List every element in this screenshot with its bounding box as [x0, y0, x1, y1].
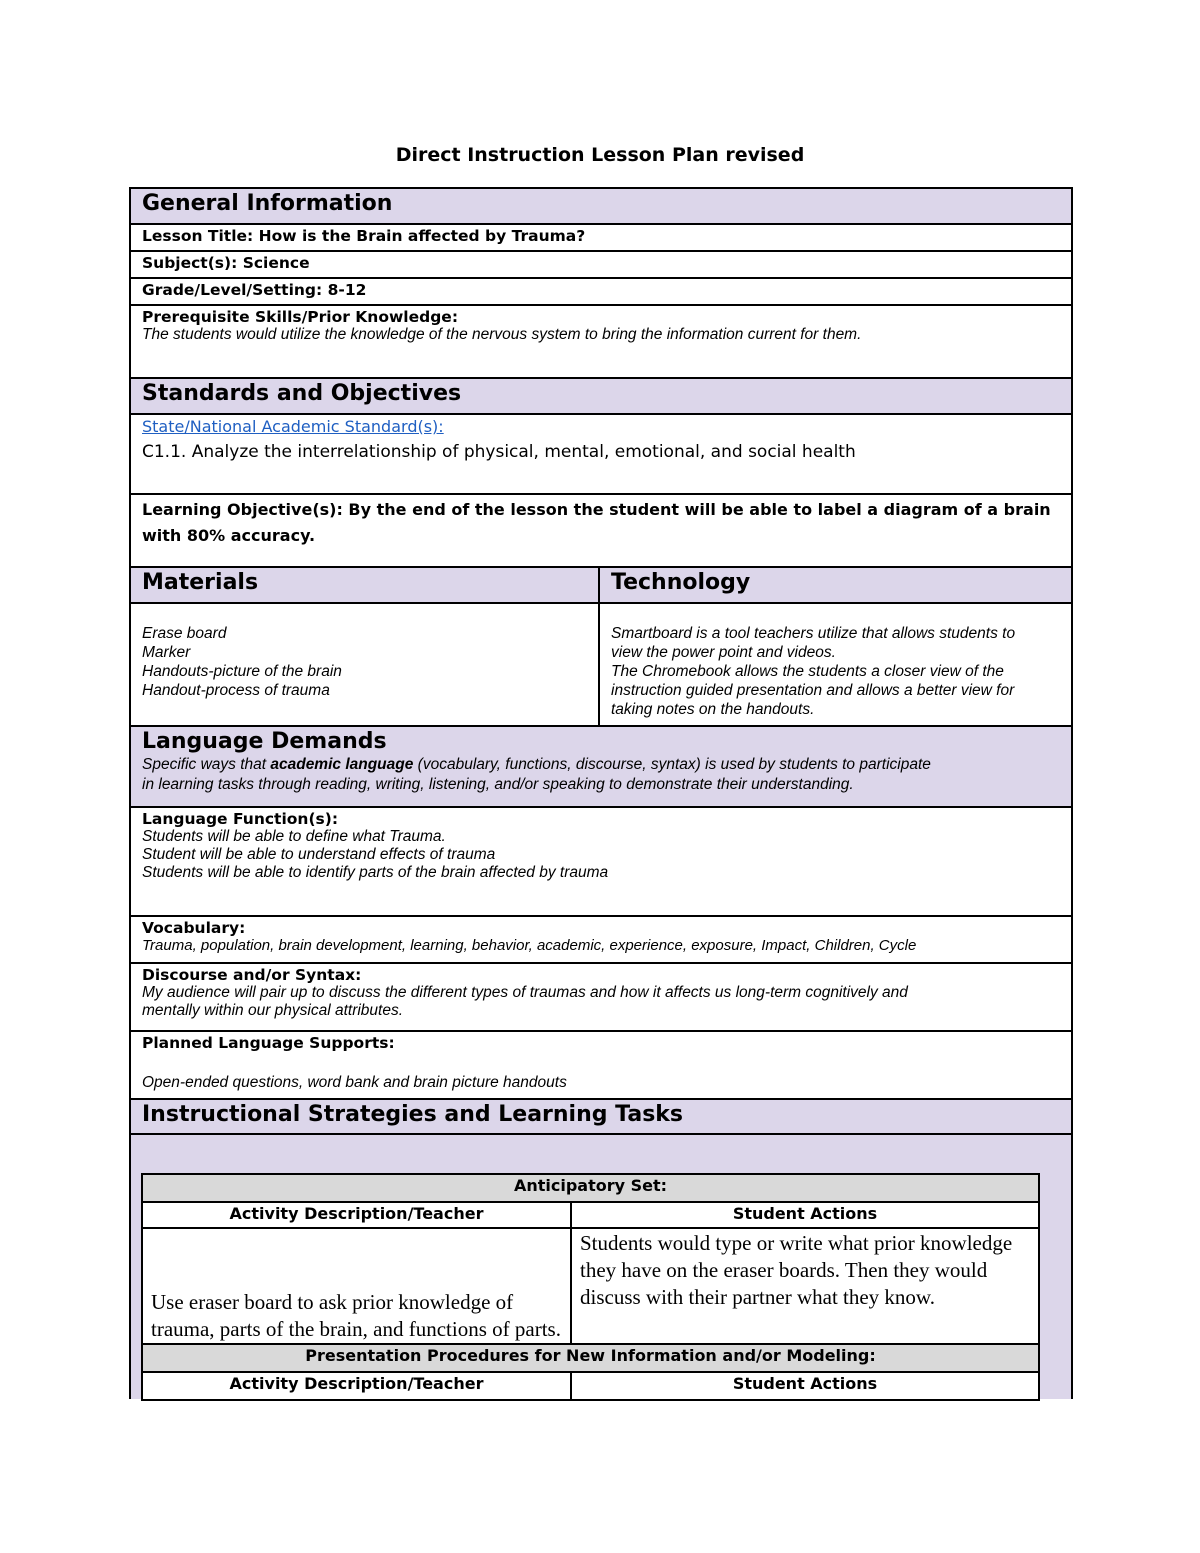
prerequisite-cell — [130, 305, 1072, 378]
technology-text — [599, 603, 1072, 726]
lesson-title-row: Lesson Title: How is the Brain affected by Trauma? — [130, 224, 1072, 251]
instructional-body — [130, 1134, 1072, 1399]
list-item: Students will be able to define what Trauma. — [142, 828, 446, 845]
standard-text: C1.1. Analyze the interrelationship of physical, mental, emotional, and social health — [142, 442, 856, 462]
vocabulary-text: Trauma, population, brain development, learning, behavior, academic, experience, exposure, Impact, Children, Cycle — [142, 937, 917, 954]
technology-line: view the power point and videos. — [611, 644, 836, 661]
instructional-strategies-header: Instructional Strategies and Learning Tasks — [130, 1099, 1072, 1134]
technology-line: taking notes on the handouts. — [611, 701, 815, 718]
technology-line: The Chromebook allows the students a closer view of the — [611, 663, 1004, 680]
language-function-cell — [130, 807, 1072, 916]
presentation-procedures-header: Presentation Procedures for New Information and/or Modeling: — [142, 1344, 1039, 1372]
language-desc-line-1 — [142, 754, 1060, 776]
general-information-header: General Information — [130, 188, 1072, 224]
list-item: Student will be able to understand effects of trauma — [142, 846, 496, 863]
technology-line: instruction guided presentation and allows a better view for — [611, 682, 1015, 699]
language-demands-cell — [130, 726, 1072, 807]
prerequisite-text: The students would utilize the knowledge of the nervous system to bring the information current for them. — [142, 326, 862, 343]
objective-line-2: with 80% accuracy. — [142, 526, 316, 545]
lesson-plan-table — [129, 187, 1073, 1399]
student-column-header: Student Actions — [571, 1202, 1039, 1228]
technology-line: Smartboard is a tool teachers utilize that allows students to — [611, 625, 1016, 642]
technology-header: Technology — [599, 567, 1072, 603]
language-supports-label: Planned Language Supports: — [142, 1034, 395, 1052]
language-supports-cell — [130, 1031, 1072, 1099]
teacher-activity-text: Use eraser board to ask prior knowledge of trauma, parts of the brain, and functions of parts. — [142, 1228, 571, 1344]
discourse-line-2: mentally within our physical attributes. — [142, 1002, 404, 1019]
list-item: Students will be able to identify parts of the brain affected by trauma — [142, 864, 609, 881]
grade-row: Grade/Level/Setting: 8-12 — [130, 278, 1072, 305]
language-demands-header: Language Demands — [142, 729, 387, 754]
discourse-line-1: My audience will pair up to discuss the different types of traumas and how it affects us long-term cognitively and — [142, 984, 908, 1001]
language-supports-text: Open-ended questions, word bank and brain picture handouts — [142, 1074, 567, 1091]
language-desc-line-2: in learning tasks through reading, writing, listening, and/or speaking to demonstrate their understanding. — [142, 776, 854, 793]
list-item: Marker — [142, 644, 191, 661]
vocabulary-label: Vocabulary: — [142, 919, 246, 937]
standards-objectives-header: Standards and Objectives — [130, 378, 1072, 414]
academic-language-term: academic language — [270, 756, 414, 773]
student-activity-text: Students would type or write what prior knowledge they have on the eraser boards. Then they would discuss with their partner what they know. — [571, 1228, 1039, 1344]
desc-text: (vocabulary, functions, discourse, syntax) is used by students to participate — [413, 756, 931, 773]
standards-cell — [130, 414, 1072, 494]
student-column-header: Student Actions — [571, 1372, 1039, 1400]
discourse-label: Discourse and/or Syntax: — [142, 966, 362, 984]
learning-objective-cell — [130, 494, 1072, 567]
objective-line-1: Learning Objective(s): By the end of the lesson the student will be able to label a diagram of a brain — [142, 500, 1051, 519]
standard-link[interactable]: State/National Academic Standard(s): — [142, 417, 444, 436]
materials-list — [130, 603, 599, 726]
document-title: Direct Instruction Lesson Plan revised — [395, 144, 805, 166]
materials-header: Materials — [130, 567, 599, 603]
prerequisite-label: Prerequisite Skills/Prior Knowledge: — [142, 308, 459, 326]
desc-text: Specific ways that — [142, 756, 271, 773]
activity-table — [141, 1173, 1040, 1401]
list-item: Handouts-picture of the brain — [142, 663, 342, 680]
teacher-column-header: Activity Description/Teacher — [142, 1372, 571, 1400]
discourse-cell — [130, 963, 1072, 1031]
teacher-column-header: Activity Description/Teacher — [142, 1202, 571, 1228]
language-function-label: Language Function(s): — [142, 810, 339, 828]
subjects-row: Subject(s): Science — [130, 251, 1072, 278]
anticipatory-set-header: Anticipatory Set: — [142, 1174, 1039, 1202]
list-item: Erase board — [142, 625, 227, 642]
list-item: Handout-process of trauma — [142, 682, 330, 699]
vocabulary-cell — [130, 916, 1072, 963]
